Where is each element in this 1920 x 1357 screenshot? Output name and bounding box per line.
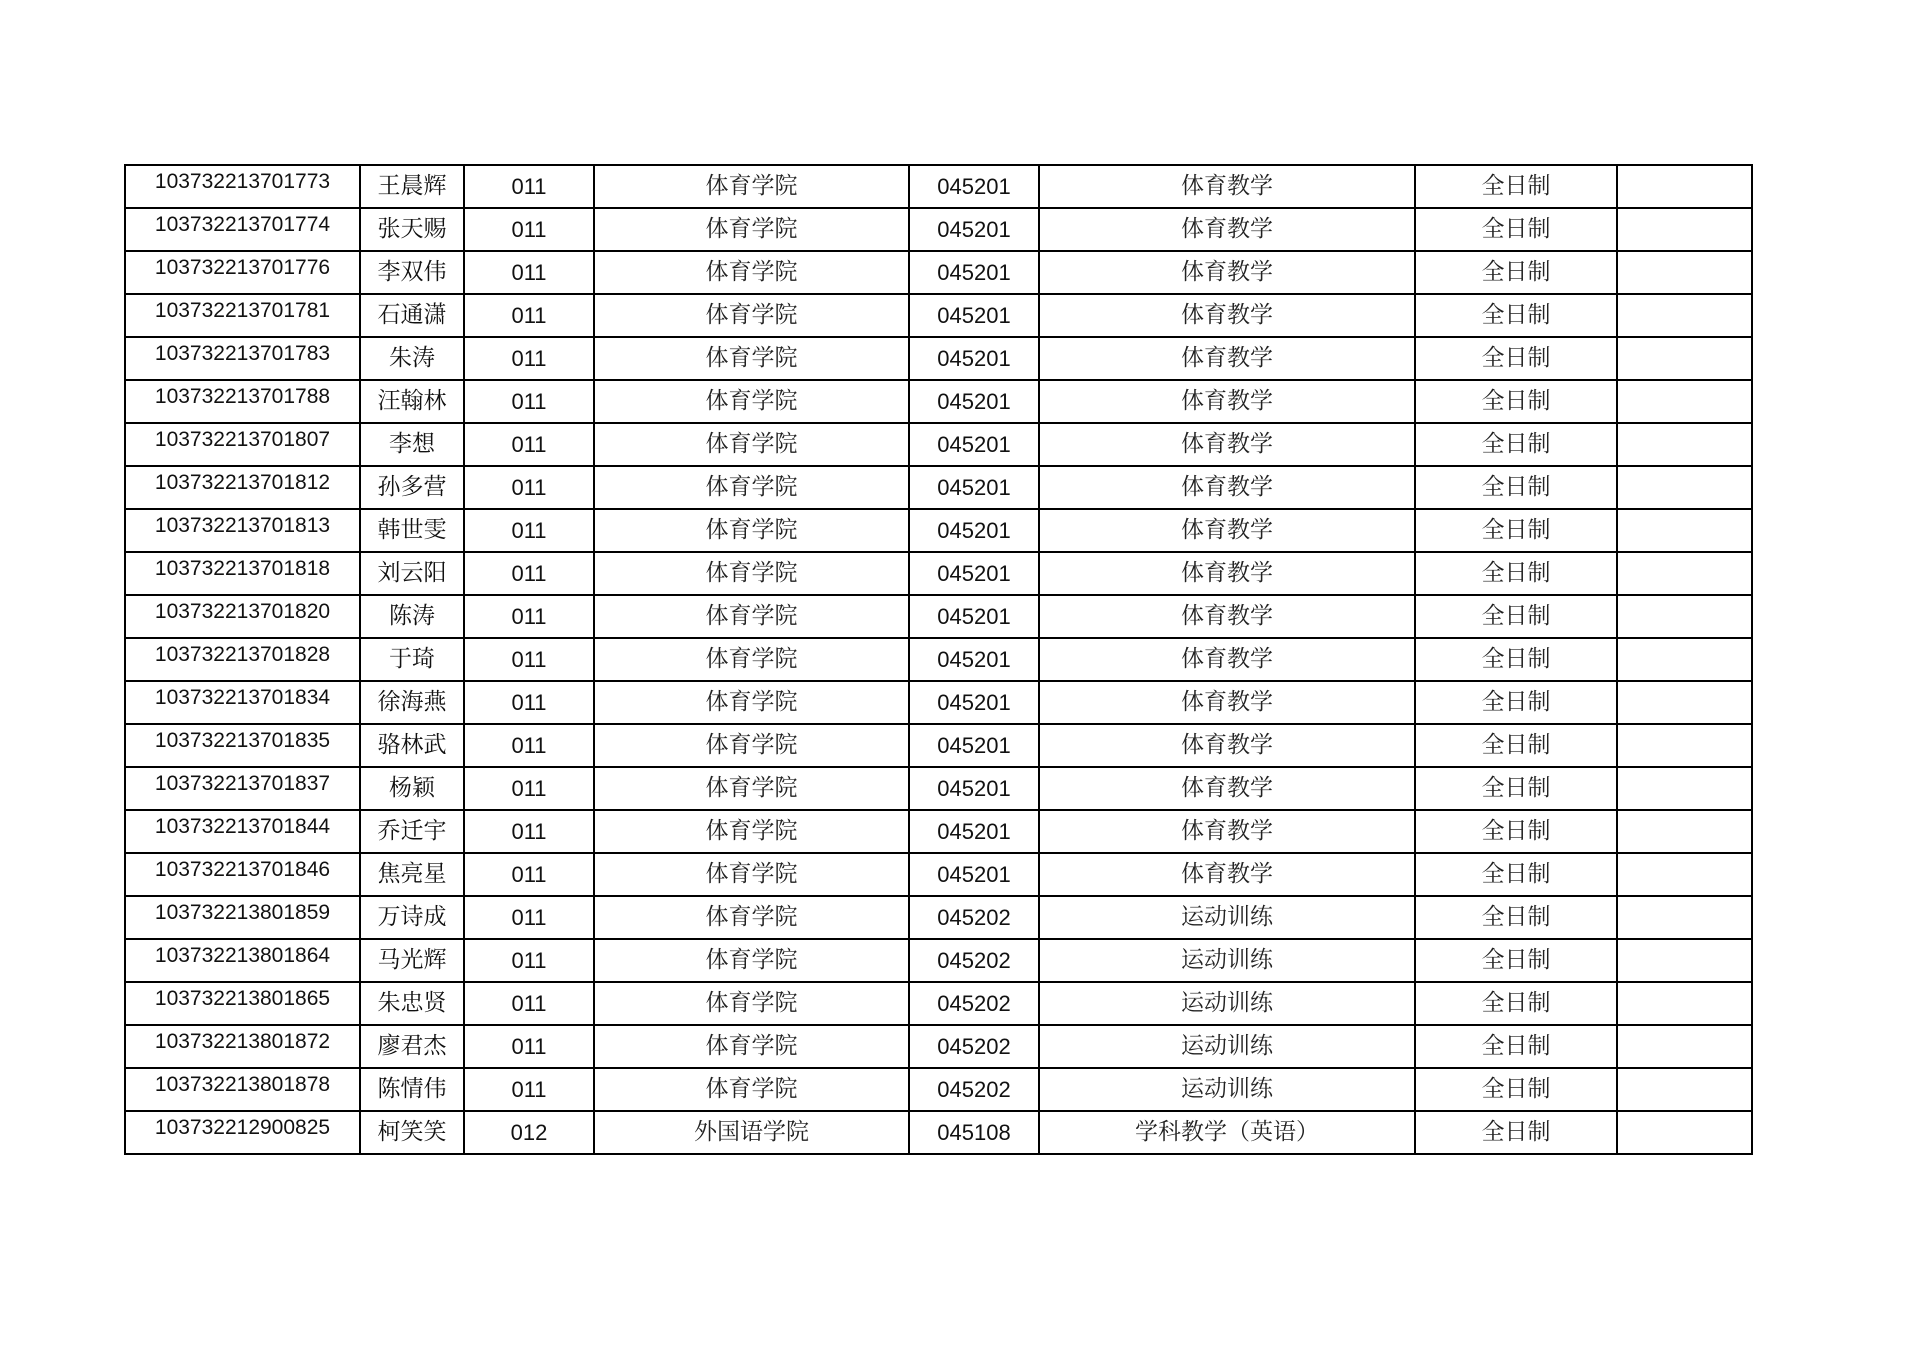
major-code-cell: 045201 bbox=[909, 251, 1039, 294]
candidate-id-cell: 103732213701812 bbox=[125, 466, 360, 509]
table-row bbox=[125, 939, 1752, 982]
major-name-cell: 运动训练 bbox=[1039, 1068, 1415, 1111]
study-mode-cell: 全日制 bbox=[1415, 165, 1617, 208]
major-code-cell: 045201 bbox=[909, 853, 1039, 896]
candidate-id-cell: 103732213701837 bbox=[125, 767, 360, 810]
study-mode-cell: 全日制 bbox=[1415, 466, 1617, 509]
table-row bbox=[125, 552, 1752, 595]
table-row bbox=[125, 595, 1752, 638]
study-mode-cell: 全日制 bbox=[1415, 724, 1617, 767]
remarks-cell bbox=[1617, 380, 1752, 423]
table-row bbox=[125, 1111, 1752, 1154]
remarks-cell bbox=[1617, 294, 1752, 337]
candidate-id-cell: 103732212900825 bbox=[125, 1111, 360, 1154]
student-name-cell: 朱涛 bbox=[360, 337, 464, 380]
table-row bbox=[125, 208, 1752, 251]
student-name-cell: 柯笑笑 bbox=[360, 1111, 464, 1154]
department-code-cell: 012 bbox=[464, 1111, 594, 1154]
department-name-cell: 体育学院 bbox=[594, 595, 909, 638]
department-name-cell: 体育学院 bbox=[594, 337, 909, 380]
candidate-id-cell: 103732213701781 bbox=[125, 294, 360, 337]
department-name-cell: 体育学院 bbox=[594, 509, 909, 552]
department-code-cell: 011 bbox=[464, 208, 594, 251]
student-name-cell: 于琦 bbox=[360, 638, 464, 681]
department-code-cell: 011 bbox=[464, 767, 594, 810]
student-name-cell: 李双伟 bbox=[360, 251, 464, 294]
candidate-id-cell: 103732213701788 bbox=[125, 380, 360, 423]
study-mode-cell: 全日制 bbox=[1415, 337, 1617, 380]
student-name-cell: 马光辉 bbox=[360, 939, 464, 982]
study-mode-cell: 全日制 bbox=[1415, 595, 1617, 638]
department-name-cell: 外国语学院 bbox=[594, 1111, 909, 1154]
department-name-cell: 体育学院 bbox=[594, 982, 909, 1025]
candidate-id-cell: 103732213701776 bbox=[125, 251, 360, 294]
candidate-id-cell: 103732213701828 bbox=[125, 638, 360, 681]
table-row bbox=[125, 810, 1752, 853]
table-row bbox=[125, 681, 1752, 724]
student-name-cell: 韩世雯 bbox=[360, 509, 464, 552]
candidate-id-cell: 103732213701774 bbox=[125, 208, 360, 251]
table-body bbox=[125, 165, 1752, 1154]
candidate-id-cell: 103732213701773 bbox=[125, 165, 360, 208]
department-name-cell: 体育学院 bbox=[594, 767, 909, 810]
remarks-cell bbox=[1617, 466, 1752, 509]
major-code-cell: 045201 bbox=[909, 595, 1039, 638]
candidate-id-cell: 103732213701807 bbox=[125, 423, 360, 466]
major-name-cell: 体育教学 bbox=[1039, 638, 1415, 681]
major-code-cell: 045201 bbox=[909, 638, 1039, 681]
study-mode-cell: 全日制 bbox=[1415, 681, 1617, 724]
table-row bbox=[125, 380, 1752, 423]
remarks-cell bbox=[1617, 982, 1752, 1025]
department-name-cell: 体育学院 bbox=[594, 1025, 909, 1068]
department-name-cell: 体育学院 bbox=[594, 810, 909, 853]
student-name-cell: 张天赐 bbox=[360, 208, 464, 251]
major-name-cell: 运动训练 bbox=[1039, 896, 1415, 939]
department-name-cell: 体育学院 bbox=[594, 853, 909, 896]
table-row bbox=[125, 165, 1752, 208]
department-name-cell: 体育学院 bbox=[594, 1068, 909, 1111]
major-code-cell: 045108 bbox=[909, 1111, 1039, 1154]
remarks-cell bbox=[1617, 1068, 1752, 1111]
remarks-cell bbox=[1617, 208, 1752, 251]
department-code-cell: 011 bbox=[464, 724, 594, 767]
student-name-cell: 焦亮星 bbox=[360, 853, 464, 896]
student-name-cell: 万诗成 bbox=[360, 896, 464, 939]
remarks-cell bbox=[1617, 509, 1752, 552]
major-code-cell: 045201 bbox=[909, 552, 1039, 595]
candidate-id-cell: 103732213701835 bbox=[125, 724, 360, 767]
student-name-cell: 廖君杰 bbox=[360, 1025, 464, 1068]
department-code-cell: 011 bbox=[464, 595, 594, 638]
major-code-cell: 045201 bbox=[909, 466, 1039, 509]
candidate-id-cell: 103732213701813 bbox=[125, 509, 360, 552]
student-name-cell: 王晨辉 bbox=[360, 165, 464, 208]
student-name-cell: 陈情伟 bbox=[360, 1068, 464, 1111]
department-name-cell: 体育学院 bbox=[594, 466, 909, 509]
table-row bbox=[125, 466, 1752, 509]
major-name-cell: 体育教学 bbox=[1039, 810, 1415, 853]
department-name-cell: 体育学院 bbox=[594, 380, 909, 423]
table-row bbox=[125, 294, 1752, 337]
major-code-cell: 045201 bbox=[909, 380, 1039, 423]
table-row bbox=[125, 423, 1752, 466]
table-row bbox=[125, 982, 1752, 1025]
department-code-cell: 011 bbox=[464, 638, 594, 681]
remarks-cell bbox=[1617, 896, 1752, 939]
major-code-cell: 045202 bbox=[909, 1068, 1039, 1111]
major-code-cell: 045202 bbox=[909, 1025, 1039, 1068]
department-code-cell: 011 bbox=[464, 552, 594, 595]
major-name-cell: 体育教学 bbox=[1039, 681, 1415, 724]
student-name-cell: 汪翰林 bbox=[360, 380, 464, 423]
major-name-cell: 体育教学 bbox=[1039, 595, 1415, 638]
department-name-cell: 体育学院 bbox=[594, 251, 909, 294]
major-name-cell: 体育教学 bbox=[1039, 509, 1415, 552]
study-mode-cell: 全日制 bbox=[1415, 423, 1617, 466]
department-name-cell: 体育学院 bbox=[594, 939, 909, 982]
study-mode-cell: 全日制 bbox=[1415, 208, 1617, 251]
major-name-cell: 运动训练 bbox=[1039, 982, 1415, 1025]
department-name-cell: 体育学院 bbox=[594, 423, 909, 466]
major-name-cell: 体育教学 bbox=[1039, 165, 1415, 208]
candidate-id-cell: 103732213701818 bbox=[125, 552, 360, 595]
table-row bbox=[125, 724, 1752, 767]
remarks-cell bbox=[1617, 767, 1752, 810]
major-name-cell: 体育教学 bbox=[1039, 380, 1415, 423]
major-code-cell: 045201 bbox=[909, 294, 1039, 337]
table-row bbox=[125, 896, 1752, 939]
department-name-cell: 体育学院 bbox=[594, 724, 909, 767]
candidate-id-cell: 103732213801878 bbox=[125, 1068, 360, 1111]
major-code-cell: 045201 bbox=[909, 208, 1039, 251]
major-name-cell: 体育教学 bbox=[1039, 724, 1415, 767]
department-code-cell: 011 bbox=[464, 466, 594, 509]
department-code-cell: 011 bbox=[464, 939, 594, 982]
remarks-cell bbox=[1617, 681, 1752, 724]
department-name-cell: 体育学院 bbox=[594, 681, 909, 724]
major-code-cell: 045201 bbox=[909, 165, 1039, 208]
major-name-cell: 学科教学（英语） bbox=[1039, 1111, 1415, 1154]
candidate-id-cell: 103732213801864 bbox=[125, 939, 360, 982]
department-name-cell: 体育学院 bbox=[594, 294, 909, 337]
study-mode-cell: 全日制 bbox=[1415, 1025, 1617, 1068]
table-row bbox=[125, 853, 1752, 896]
study-mode-cell: 全日制 bbox=[1415, 552, 1617, 595]
student-name-cell: 孙多营 bbox=[360, 466, 464, 509]
study-mode-cell: 全日制 bbox=[1415, 896, 1617, 939]
student-name-cell: 陈涛 bbox=[360, 595, 464, 638]
major-name-cell: 运动训练 bbox=[1039, 1025, 1415, 1068]
department-code-cell: 011 bbox=[464, 509, 594, 552]
remarks-cell bbox=[1617, 165, 1752, 208]
remarks-cell bbox=[1617, 939, 1752, 982]
student-name-cell: 徐海燕 bbox=[360, 681, 464, 724]
department-code-cell: 011 bbox=[464, 681, 594, 724]
major-code-cell: 045201 bbox=[909, 810, 1039, 853]
study-mode-cell: 全日制 bbox=[1415, 294, 1617, 337]
study-mode-cell: 全日制 bbox=[1415, 982, 1617, 1025]
department-code-cell: 011 bbox=[464, 1068, 594, 1111]
student-name-cell: 李想 bbox=[360, 423, 464, 466]
candidate-id-cell: 103732213801865 bbox=[125, 982, 360, 1025]
study-mode-cell: 全日制 bbox=[1415, 251, 1617, 294]
department-name-cell: 体育学院 bbox=[594, 896, 909, 939]
major-name-cell: 体育教学 bbox=[1039, 466, 1415, 509]
major-code-cell: 045202 bbox=[909, 896, 1039, 939]
major-code-cell: 045202 bbox=[909, 982, 1039, 1025]
major-code-cell: 045202 bbox=[909, 939, 1039, 982]
major-name-cell: 体育教学 bbox=[1039, 208, 1415, 251]
student-roster-table bbox=[124, 164, 1753, 1155]
major-code-cell: 045201 bbox=[909, 423, 1039, 466]
student-name-cell: 朱忠贤 bbox=[360, 982, 464, 1025]
table-row bbox=[125, 767, 1752, 810]
student-name-cell: 石通潇 bbox=[360, 294, 464, 337]
candidate-id-cell: 103732213801872 bbox=[125, 1025, 360, 1068]
department-code-cell: 011 bbox=[464, 1025, 594, 1068]
remarks-cell bbox=[1617, 1025, 1752, 1068]
department-code-cell: 011 bbox=[464, 896, 594, 939]
department-name-cell: 体育学院 bbox=[594, 208, 909, 251]
student-name-cell: 杨颖 bbox=[360, 767, 464, 810]
study-mode-cell: 全日制 bbox=[1415, 509, 1617, 552]
candidate-id-cell: 103732213701820 bbox=[125, 595, 360, 638]
candidate-id-cell: 103732213701844 bbox=[125, 810, 360, 853]
major-name-cell: 体育教学 bbox=[1039, 251, 1415, 294]
student-name-cell: 骆林武 bbox=[360, 724, 464, 767]
student-name-cell: 刘云阳 bbox=[360, 552, 464, 595]
department-name-cell: 体育学院 bbox=[594, 552, 909, 595]
remarks-cell bbox=[1617, 1111, 1752, 1154]
remarks-cell bbox=[1617, 638, 1752, 681]
major-code-cell: 045201 bbox=[909, 767, 1039, 810]
table-row bbox=[125, 337, 1752, 380]
table-row bbox=[125, 251, 1752, 294]
remarks-cell bbox=[1617, 423, 1752, 466]
study-mode-cell: 全日制 bbox=[1415, 810, 1617, 853]
major-name-cell: 体育教学 bbox=[1039, 423, 1415, 466]
major-name-cell: 体育教学 bbox=[1039, 552, 1415, 595]
remarks-cell bbox=[1617, 552, 1752, 595]
department-code-cell: 011 bbox=[464, 294, 594, 337]
study-mode-cell: 全日制 bbox=[1415, 939, 1617, 982]
table-row bbox=[125, 1025, 1752, 1068]
department-code-cell: 011 bbox=[464, 251, 594, 294]
student-name-cell: 乔迁宇 bbox=[360, 810, 464, 853]
remarks-cell bbox=[1617, 337, 1752, 380]
remarks-cell bbox=[1617, 251, 1752, 294]
study-mode-cell: 全日制 bbox=[1415, 380, 1617, 423]
table-row bbox=[125, 509, 1752, 552]
table-row bbox=[125, 1068, 1752, 1111]
study-mode-cell: 全日制 bbox=[1415, 638, 1617, 681]
study-mode-cell: 全日制 bbox=[1415, 853, 1617, 896]
candidate-id-cell: 103732213701846 bbox=[125, 853, 360, 896]
department-code-cell: 011 bbox=[464, 337, 594, 380]
remarks-cell bbox=[1617, 595, 1752, 638]
department-name-cell: 体育学院 bbox=[594, 165, 909, 208]
major-name-cell: 体育教学 bbox=[1039, 767, 1415, 810]
major-code-cell: 045201 bbox=[909, 337, 1039, 380]
department-code-cell: 011 bbox=[464, 982, 594, 1025]
department-name-cell: 体育学院 bbox=[594, 638, 909, 681]
candidate-id-cell: 103732213701834 bbox=[125, 681, 360, 724]
table-row bbox=[125, 638, 1752, 681]
candidate-id-cell: 103732213801859 bbox=[125, 896, 360, 939]
department-code-cell: 011 bbox=[464, 380, 594, 423]
major-code-cell: 045201 bbox=[909, 724, 1039, 767]
major-code-cell: 045201 bbox=[909, 681, 1039, 724]
department-code-cell: 011 bbox=[464, 423, 594, 466]
remarks-cell bbox=[1617, 724, 1752, 767]
study-mode-cell: 全日制 bbox=[1415, 1111, 1617, 1154]
department-code-cell: 011 bbox=[464, 853, 594, 896]
remarks-cell bbox=[1617, 810, 1752, 853]
department-code-cell: 011 bbox=[464, 810, 594, 853]
candidate-id-cell: 103732213701783 bbox=[125, 337, 360, 380]
major-name-cell: 体育教学 bbox=[1039, 853, 1415, 896]
department-code-cell: 011 bbox=[464, 165, 594, 208]
study-mode-cell: 全日制 bbox=[1415, 767, 1617, 810]
remarks-cell bbox=[1617, 853, 1752, 896]
major-name-cell: 体育教学 bbox=[1039, 337, 1415, 380]
study-mode-cell: 全日制 bbox=[1415, 1068, 1617, 1111]
major-code-cell: 045201 bbox=[909, 509, 1039, 552]
major-name-cell: 运动训练 bbox=[1039, 939, 1415, 982]
major-name-cell: 体育教学 bbox=[1039, 294, 1415, 337]
